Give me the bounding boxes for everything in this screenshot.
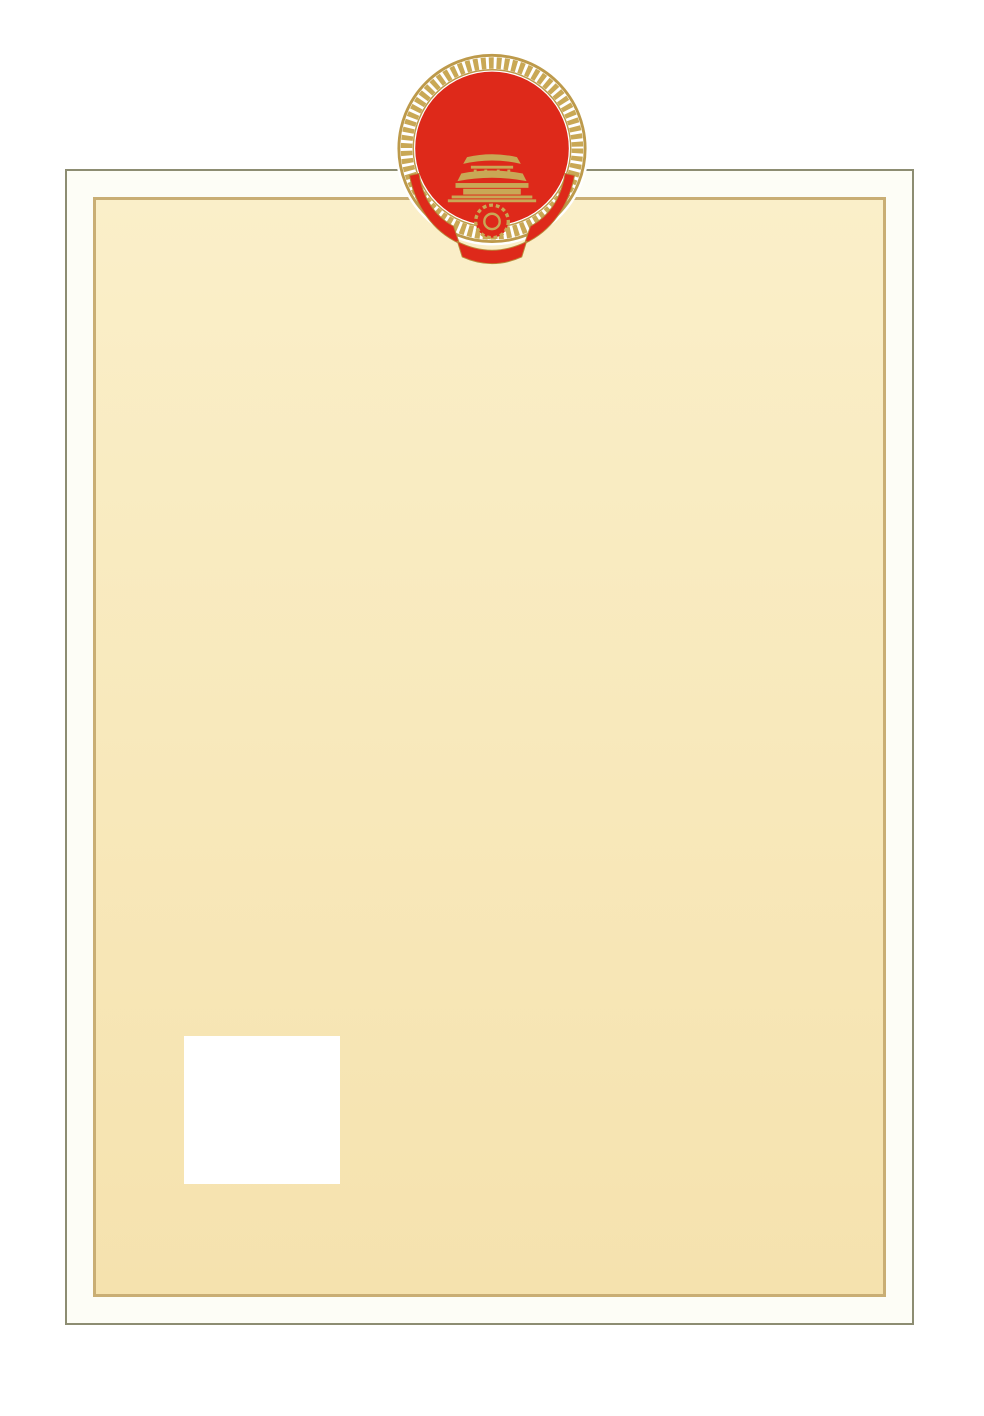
national-emblem-icon bbox=[396, 52, 588, 268]
border-meander-bottom bbox=[68, 1297, 911, 1323]
decorative-border-frame bbox=[65, 169, 914, 1325]
border-meander-left bbox=[67, 197, 93, 1297]
qr-code bbox=[204, 1052, 320, 1168]
border-meander-right bbox=[886, 197, 912, 1297]
registration-section bbox=[498, 1192, 876, 1216]
qr-code-box bbox=[184, 1036, 340, 1184]
license-paper bbox=[93, 197, 886, 1297]
